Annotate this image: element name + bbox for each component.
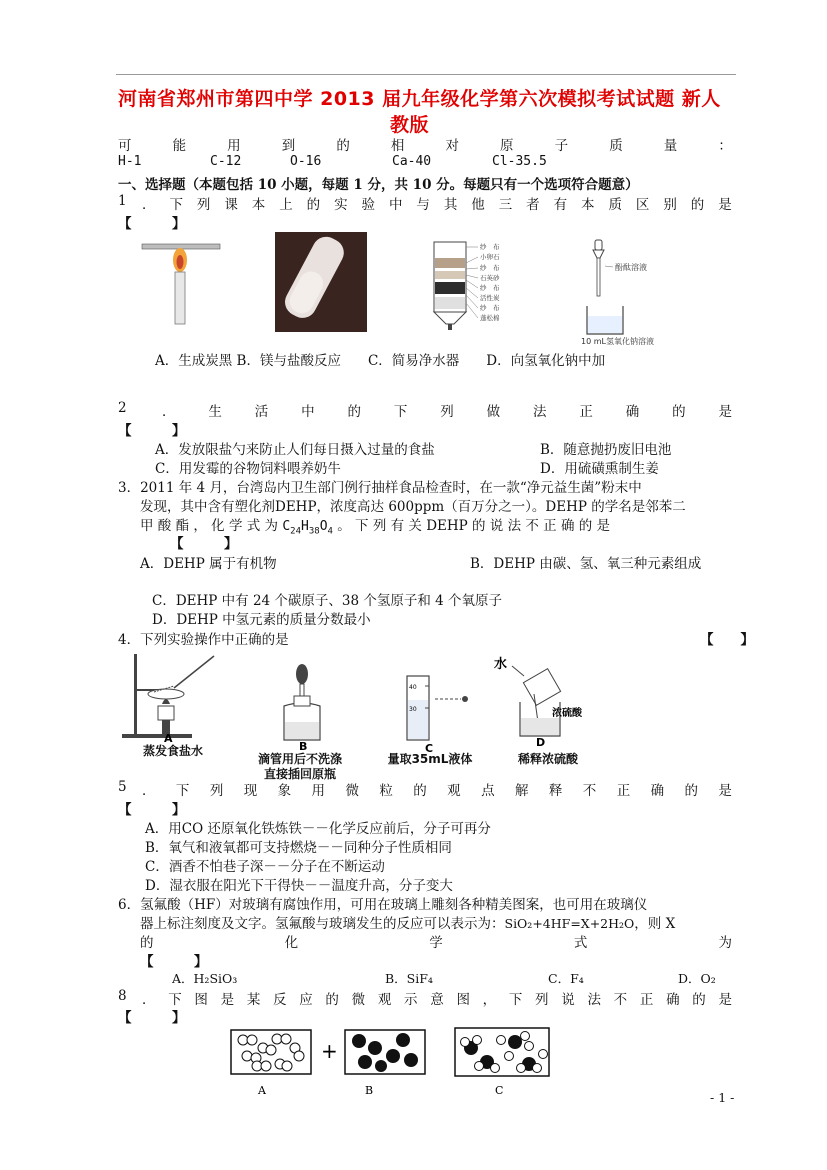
q4-caption-c: 量取35mL液体 [387,752,473,766]
q5-stem-char: 点 [481,783,495,799]
q5-option-a: A．用CO 还原氧化铁炼铁－－化学反应前后，分子可再分 [145,821,491,837]
q1-stem-char: 本 [581,197,595,213]
q5-stem-char: 象 [277,783,292,799]
q1-stem-text [142,193,732,213]
q5-stem-char: 下 [175,783,190,799]
q5-stem-char: 的 [413,783,427,799]
q6-line3-char: 学 [429,935,443,951]
q8-stem-char: 是 [718,992,732,1008]
q8-stem-char: ， [482,992,497,1008]
formula-c-sub: 24 [290,526,302,537]
q8-stem [118,988,732,1008]
page-title-line1: 河南省郑州市第四中学 2013 届九年级化学第六次模拟考试试题 新人 [118,88,721,110]
q2-stem-char: 是 [718,404,732,420]
q2-stem-char: 做 [486,404,501,420]
q8-stem-char: ． [142,992,156,1008]
q2-bracket: 【 】 [118,423,186,439]
q5-stem-char: ． [142,783,156,799]
filter-label-3: 纱 布 [480,264,500,272]
q3-option-b: B．DEHP 由碳、氢、氧三种元素组成 [470,556,702,572]
q3-option-d: D．DEHP 中氢元素的质量分数最小 [152,612,371,628]
q6-line3-char: 式 [573,935,588,951]
q8-stem-char: 观 [377,992,392,1008]
atomic-mass-char: 对 [445,138,459,154]
q1-stem-char: 质 [608,197,622,213]
q5-stem-char: 解 [514,783,529,799]
q4-fig-b-label: B [299,740,308,753]
q1-stem-char: 是 [718,197,732,213]
cyl-tick-30: 30 [409,706,417,713]
q6-line3-char: 为 [718,935,732,951]
q2-option-a: A．发放限盐勺来防止人们每日摄入过量的食盐 [155,442,435,458]
atomic-mass-char: 原 [500,138,514,154]
q5-option-c: C．酒香不怕巷子深－－分子在不断运动 [145,859,385,875]
q8-stem-char: 的 [325,992,339,1008]
atomic-mass-label [118,134,732,154]
q1-stem-char: 的 [306,197,321,213]
q6-line3-char: 的 [140,935,154,951]
q8-stem-char: 下 [168,992,182,1008]
q1-options: A．生成炭黑 B．镁与盐酸反应 C．简易净水器 D．向氢氧化钠中加 [155,353,606,369]
q8-stem-char: 不 [613,992,628,1008]
fig-d-acid-label: 浓硫酸 [552,708,582,719]
plus-sign: + [321,1039,338,1063]
q1-fig-b-magnesium-tube [275,232,367,332]
box-c-label: C [495,1084,504,1097]
q1-stem-char: 中 [388,197,403,213]
q4-bracket: 【 】 [700,632,754,648]
header-rule [116,74,736,75]
q3-line3-tail: 。 下 列 有 关 DEHP 的 说 法 不 正 确 的 是 [337,518,611,534]
q8-reaction-diagram [225,1026,555,1098]
q2-option-d: D．用硫磺熏制生姜 [540,461,659,477]
q5-stem-char: 列 [209,783,224,799]
q4-caption-d: 稀释浓硫酸 [517,752,578,766]
q5-stem-char: 微 [345,783,359,799]
filter-label-8: 蓬松棉 [480,314,500,322]
q1-stem-char: 课 [224,197,238,213]
atomic-mass-char: 质 [609,138,623,154]
filter-label-1: 纱 布 [480,243,500,251]
q5-stem-char: 释 [548,783,563,799]
q3-formula [282,519,333,537]
q4-fig-a-evaporation [118,648,223,743]
q5-stem-char: 不 [582,783,597,799]
q1-stem-char: 实 [334,197,348,213]
q2-stem-char: 的 [347,404,361,420]
atomic-mass-values [118,154,547,169]
q6-line2 [140,912,675,932]
q1-stem-char: 有 [553,197,568,213]
q8-stem-char: 意 [430,992,444,1008]
q1-number: 1 [118,193,127,209]
q4-caption-b1: 滴管用后不洗涤 [257,752,342,766]
q6-line2-text: 器上标注刻度及文字。氢氟酸与玻璃发生的反应可以表示为： [140,916,505,932]
q6-equation: SiO₂+4HF=X+2H₂O [504,916,635,931]
atomic-mass-char: 的 [336,138,350,154]
q6-option-d: D．O₂ [678,971,716,986]
q2-option-c: C．用发霉的谷物饲料喂养奶牛 [155,461,341,477]
q3-option-a: A．DEHP 属于有机物 [140,556,277,572]
filter-label-7: 纱 布 [480,304,500,312]
q2-stem-char: 活 [254,404,269,420]
box-b-label: B [365,1084,374,1097]
q8-stem-char: 微 [351,992,366,1008]
q5-stem-char: 正 [616,783,631,799]
formula-c: C [282,519,291,534]
q2-stem-char: 生 [208,404,222,420]
q8-stem-char: 确 [666,992,680,1008]
mass-o: O-16 [290,154,322,169]
q5-stem [118,779,732,799]
q4-stem: 4．下列实验操作中正确的是 [118,632,289,648]
atomic-mass-char: 能 [172,138,187,154]
page-title-line2: 教版 [390,114,430,136]
q1-stem-char: 下 [169,197,183,213]
q1-stem-char: 与 [416,197,430,213]
mass-cl: Cl-35.5 [492,154,547,169]
mass-h: H-1 [118,154,142,169]
q3-line2: 发现，其中含有塑化剂DEHP，浓度高达 600ppm（百万分之一）。DEHP 的学名是邻苯二 [140,499,686,515]
q2-option-b: B．随意抛扔废旧电池 [540,442,672,458]
atomic-mass-char: 相 [390,138,405,154]
q5-stem-char: 的 [684,783,698,799]
q6-line1: 6．氢氟酸（HF）对玻璃有腐蚀作用，可用在玻璃上雕刻各种精美图案，也可用在玻璃仪 [118,897,648,913]
q1-stem-char: 三 [498,197,513,213]
q5-stem-char: 是 [718,783,732,799]
q2-stem-char: 法 [533,404,547,420]
q1-stem-char: 验 [361,197,375,213]
formula-o-sub: 4 [327,526,333,537]
q5-stem-char: 现 [243,783,258,799]
q8-stem-char: 下 [508,992,523,1008]
q8-stem-char: 正 [639,992,654,1008]
q1-stem-char: 他 [471,197,485,213]
q2-stem-char: 下 [393,404,408,420]
q1-stem-char: 其 [443,197,458,213]
filter-label-6: 活性炭 [480,294,500,302]
q1-stem-char: 别 [663,197,677,213]
q8-stem-char: 图 [194,992,208,1008]
q5-stem-char: 确 [650,783,665,799]
q4-caption-a: 蒸发食盐水 [142,744,203,758]
q8-stem-char: 的 [692,992,706,1008]
q1-fig-c-water-filter [420,238,530,333]
q1-stem-char: 区 [635,197,650,213]
fig-d-label-phenol: 酚酞溶液 [615,263,647,272]
q5-number: 5 [118,779,127,795]
q4-fig-c-cylinder [395,672,475,755]
q8-stem-char: 应 [299,992,313,1008]
q4-fig-d-dilution [490,652,600,749]
atomic-mass-char: 到 [281,138,296,154]
atomic-mass-char: 用 [227,138,241,154]
q1-stem-char: 的 [690,197,705,213]
cyl-tick-40: 40 [409,684,417,691]
q2-stem-char: ． [162,404,176,420]
fig-d-label-naoh: 10 mL氢氧化钠溶液 [581,337,654,346]
q8-stem-char: 图 [456,992,470,1008]
mass-ca: Ca-40 [392,154,432,169]
q8-stem-char: 反 [273,992,287,1008]
formula-h: H [301,519,309,534]
q4-fig-b-dropper [262,660,342,753]
q2-number: 2 [118,400,127,416]
q1-stem-char: 者 [526,197,540,213]
q6-bracket: 【 】 [140,954,208,970]
section-heading: 一、选择题（本题包括 10 小题，每题 1 分，共 10 分。每题只有一个选项符合题意） [118,177,639,193]
formula-h-sub: 38 [308,526,320,537]
q6-line3-char: 化 [284,935,299,951]
q1-fig-a-candle [142,238,222,328]
q4-fig-a-label: A [164,732,173,745]
q4-fig-d-label: D [536,736,546,749]
q6-option-b: B．SiF₄ [385,971,433,986]
q1-stem [118,193,732,213]
q5-stem-char: 用 [311,783,326,799]
q5-option-b: B．氧气和液氧都可支持燃烧－－同种分子性质相同 [145,840,452,856]
q1-bracket: 【 】 [118,216,186,232]
q1-stem-char: ． [142,197,156,213]
atomic-mass-char: 量 [663,138,678,154]
q8-stem-text [142,988,732,1008]
page-number: - 1 - [710,1090,735,1105]
fig-d-water-label: 水 [494,657,508,672]
mass-c: C-12 [210,154,242,169]
q1-stem-char: 本 [251,197,266,213]
q2-stem-text [162,400,732,420]
q5-stem-text [142,779,732,799]
filter-label-2: 小卵石 [480,253,500,261]
q1-fig-d-beaker-dropper [565,236,695,346]
q3-line1: 3．2011 年 4 月，台湾岛内卫生部门例行抽样食品检查时，在一款“净元益生菌”粉末中 [118,480,642,496]
filter-label-5: 纱 布 [480,284,500,292]
filter-label-4: 石英砂 [480,274,500,282]
q3-line3-text: 甲 酸 酯 ， 化 学 式 为 [140,518,279,534]
q6-option-a: A．H₂SiO₃ [172,971,238,986]
q5-stem-char: 观 [447,783,461,799]
q5-bracket: 【 】 [118,802,186,818]
q2-stem-char: 的 [672,404,686,420]
q2-stem-char: 确 [625,404,640,420]
q4-fig-c-label: C [425,742,434,755]
q8-stem-char: 说 [561,992,575,1008]
atomic-mass-char: ： [718,138,732,154]
q2-stem-char: 正 [579,404,593,420]
q2-stem-char: 列 [440,404,454,420]
q5-stem-char: 粒 [379,783,393,799]
q8-bracket: 【 】 [118,1010,186,1026]
q6-line2-tail: ，则 X [634,916,676,932]
q8-number: 8 [118,988,127,1004]
q1-stem-char: 列 [196,197,211,213]
q4-caption-b2: 直接插回原瓶 [263,767,336,781]
q8-stem-char: 列 [535,992,549,1008]
q6-line3 [140,931,732,951]
q8-stem-char: 某 [246,992,261,1008]
q5-option-d: D．湿衣服在阳光下干得快－－温度升高，分子变大 [145,878,453,894]
q2-stem [118,400,732,420]
q8-stem-char: 示 [404,992,418,1008]
q8-stem-char: 法 [587,992,601,1008]
q8-stem-char: 是 [220,992,235,1008]
box-a-label: A [258,1084,266,1097]
atomic-mass-char: 子 [554,138,569,154]
q6-option-c: C．F₄ [548,971,584,986]
q3-option-c: C．DEHP 中有 24 个碳原子、38 个氢原子和 4 个氧原子 [152,593,503,609]
q1-stem-char: 上 [279,197,293,213]
formula-o: O [319,519,328,534]
atomic-mass-char: 可 [118,138,132,154]
q3-bracket: 【 】 [170,536,238,552]
q2-stem-char: 中 [301,404,315,420]
